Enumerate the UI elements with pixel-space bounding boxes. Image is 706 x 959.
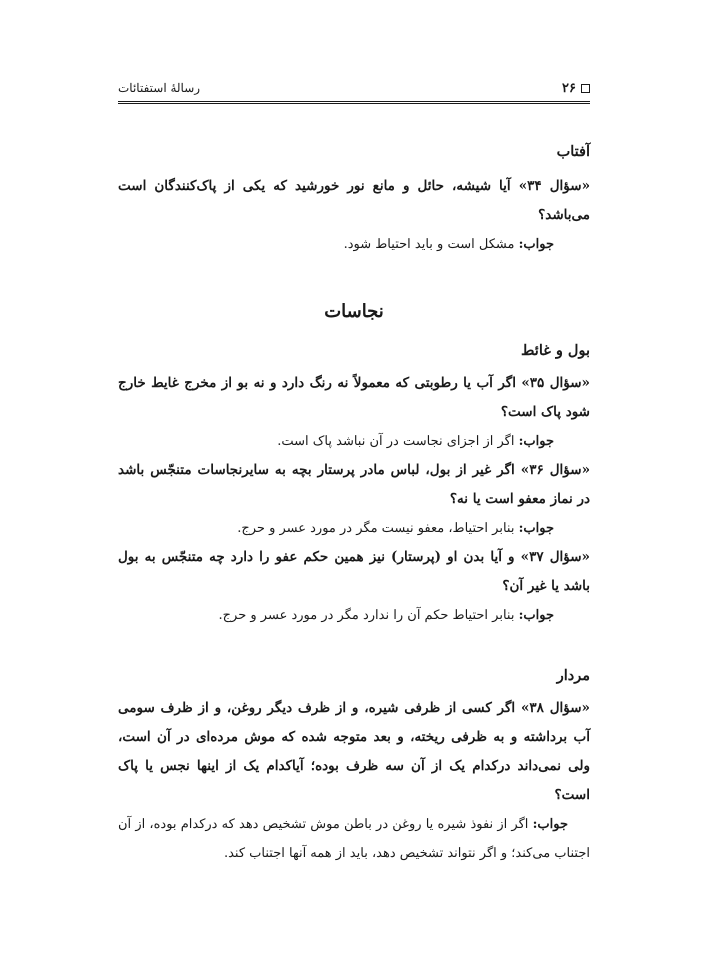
question-38: «سؤال ۳۸» اگر کسی از ظرفی شیره، و از ظرف دیگر روغن، و از ظرف سومی آب برداشته و به ظرفی ریخته، و بعد متوجه شده که موش مرده‌ای در آن است، ولی نمی‌داند درکدام یک از آن سه ظرف بوده؛ آیاکدام یک از اینها نجس یا پاک است؟ xyxy=(118,700,590,803)
answer-37-text: بنابر احتیاط حکم آن را ندارد مگر در مورد عسر و حرج. xyxy=(218,608,519,623)
question-34: «سؤال ۳۴» آیا شیشه، حائل و مانع نور خورشید که یکی از پاک‌کنندگان است می‌باشد؟ xyxy=(118,178,591,223)
section-heading-bol: بول و غائط xyxy=(521,342,590,359)
question-35: «سؤال ۳۵» اگر آب یا رطوبتی که معمولاً نه رنگ دارد و نه بو از مخرج غایط خارج شود پاک است؟ xyxy=(118,375,590,420)
chapter-heading-najasat: نجاسات xyxy=(324,301,384,322)
section-heading-aftab: آفتاب xyxy=(556,143,590,160)
book-title: رسالهٔ استفتائات xyxy=(118,81,201,95)
section-heading-mordar: مردار xyxy=(556,667,590,684)
page-number: ۲۶ xyxy=(562,80,576,96)
document-page xyxy=(118,0,590,959)
question-37: «سؤال ۳۷» و آیا بدن او (پرستار) نیز همین حکم عفو را دارد چه متنجّس به بول باشد یا غیر آن؟ xyxy=(118,549,590,594)
answer-label: جواب: xyxy=(518,608,554,623)
question-36: «سؤال ۳۶» اگر غیر از بول، لباس مادر پرستار بچه به سایرنجاسات متنجّس باشد در نماز معفو است یا نه؟ xyxy=(118,462,591,507)
answer-label: جواب: xyxy=(518,434,554,449)
answer-label: جواب: xyxy=(518,237,554,252)
answer-34 xyxy=(118,230,590,259)
answer-35 xyxy=(118,427,590,456)
header-rule xyxy=(118,101,590,104)
answer-label: جواب: xyxy=(518,521,554,536)
running-header xyxy=(118,78,590,98)
square-icon xyxy=(581,84,590,93)
page-number-group xyxy=(562,81,590,96)
answer-36 xyxy=(118,514,590,543)
answer-38 xyxy=(118,810,590,868)
answer-35-text: اگر از اجزای نجاست در آن نباشد پاک است. xyxy=(277,434,519,449)
page-content xyxy=(118,140,590,868)
answer-label: جواب: xyxy=(532,817,568,832)
answer-37 xyxy=(118,601,590,630)
answer-34-text: مشکل است و باید احتیاط شود. xyxy=(343,237,519,252)
answer-36-text: بنابر احتیاط، معفو نیست مگر در مورد عسر و حرج. xyxy=(237,521,519,536)
answer-38-text: اگر از نفوذ شیره یا روغن در باطن موش تشخیص دهد که درکدام بوده، از آن اجتناب می‌کند؛ و اگر نتواند تشخیص دهد، باید از همه آنها اجتناب کند. xyxy=(118,817,590,861)
